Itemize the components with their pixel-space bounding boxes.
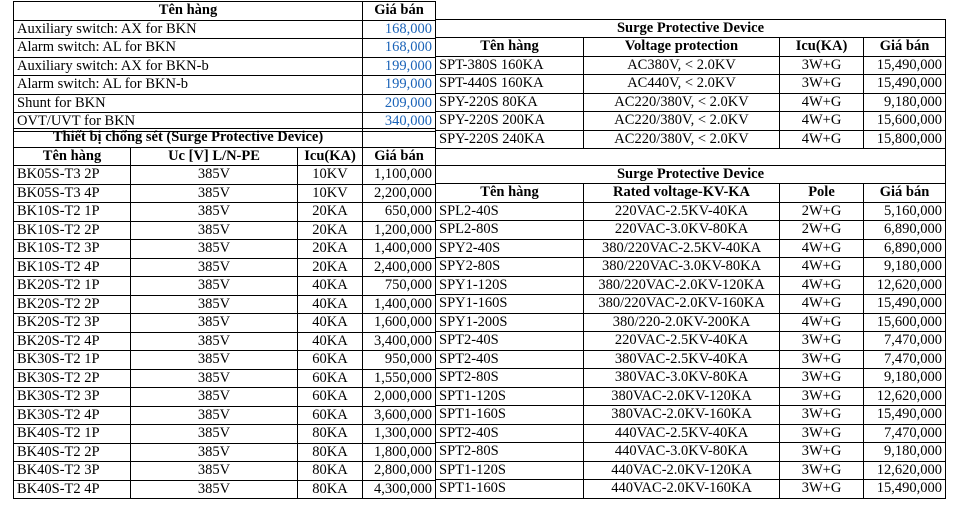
table-row: [436, 112, 946, 131]
cell-pole: 3W+G: [780, 369, 864, 388]
table-row: [436, 239, 946, 258]
cell-rated-voltage: 380VAC-2.0KV-160KA: [584, 406, 780, 425]
cell-name: SPY-220S 200KA: [436, 112, 584, 131]
col-header-rated-voltage: Rated voltage-KV-KA: [584, 184, 780, 203]
cell-icu: 10KV: [298, 166, 363, 185]
cell-rated-voltage: 440VAC-2.5KV-40KA: [584, 424, 780, 443]
cell-pole: 4W+G: [780, 258, 864, 277]
col-header-price: Giá bán: [864, 38, 946, 57]
table-row: [14, 258, 436, 277]
cell-icu: 3W+G: [780, 56, 864, 75]
cell-name: Alarm switch: AL for BKN-b: [14, 76, 363, 95]
cell-voltage: AC380V, < 2.0KV: [584, 56, 780, 75]
cell-rated-voltage: 380VAC-3.0KV-80KA: [584, 369, 780, 388]
cell-rated-voltage: 440VAC-2.0KV-120KA: [584, 461, 780, 480]
table-row: [436, 202, 946, 221]
table-row: [436, 56, 946, 75]
cell-price: 1,100,000: [363, 166, 436, 185]
cell-icu: 40KA: [298, 295, 363, 314]
cell-name: BK40S-T2 1P: [14, 425, 131, 444]
cell-price: 1,300,000: [363, 425, 436, 444]
cell-voltage: AC220/380V, < 2.0KV: [584, 130, 780, 149]
table-row: [14, 295, 436, 314]
cell-price: 2,400,000: [363, 258, 436, 277]
cell-pole: 4W+G: [780, 295, 864, 314]
cell-icu: 80KA: [298, 462, 363, 481]
cell-pole: 3W+G: [780, 387, 864, 406]
cell-price: 9,180,000: [864, 93, 946, 112]
cell-name: SPT2-40S: [436, 332, 584, 351]
spd-bottom-title: Surge Protective Device: [436, 165, 946, 184]
spd-bottom-title-row: [436, 165, 946, 184]
table-row: [14, 94, 436, 113]
spd-top-title: Surge Protective Device: [436, 19, 946, 38]
cell-rated-voltage: 380/220VAC-2.0KV-120KA: [584, 276, 780, 295]
cell-price: 1,400,000: [363, 240, 436, 259]
table-row: [14, 57, 436, 76]
cell-pole: 3W+G: [780, 461, 864, 480]
cell-name: SPT2-40S: [436, 350, 584, 369]
cell-name: SPT1-160S: [436, 406, 584, 425]
cell-uc: 385V: [131, 221, 298, 240]
cell-price: 15,490,000: [864, 295, 946, 314]
cell-price: 1,550,000: [363, 369, 436, 388]
cell-rated-voltage: 220VAC-2.5KV-40KA: [584, 332, 780, 351]
table-row: [14, 314, 436, 333]
cell-name: BK30S-T2 1P: [14, 351, 131, 370]
cell-name: BK05S-T3 4P: [14, 184, 131, 203]
col-header-voltage: Voltage protection: [584, 38, 780, 57]
cell-name: BK10S-T2 1P: [14, 203, 131, 222]
cell-price: 9,180,000: [864, 369, 946, 388]
table-row: [14, 20, 436, 39]
col-header-name: Tên hàng: [436, 184, 584, 203]
cell-price: 12,620,000: [864, 387, 946, 406]
cell-rated-voltage: 440VAC-2.0KV-160KA: [584, 480, 780, 499]
cell-name: SPY1-200S: [436, 313, 584, 332]
cell-name: SPT-440S 160KA: [436, 75, 584, 94]
cell-voltage: AC220/380V, < 2.0KV: [584, 112, 780, 131]
cell-price: 15,600,000: [864, 112, 946, 131]
cell-price: 168,000: [363, 39, 436, 58]
cell-name: BK20S-T2 3P: [14, 314, 131, 333]
cell-name: Auxiliary switch: AX for BKN: [14, 20, 363, 39]
cell-rated-voltage: 380/220VAC-3.0KV-80KA: [584, 258, 780, 277]
table-row: [436, 369, 946, 388]
spd-bk-table: [13, 128, 436, 499]
table-row: [436, 75, 946, 94]
table-row: [436, 130, 946, 149]
cell-name: OVT/UVT for BKN: [14, 113, 363, 132]
cell-name: BK20S-T2 1P: [14, 277, 131, 296]
cell-price: 1,200,000: [363, 221, 436, 240]
table-row: [14, 425, 436, 444]
cell-name: SPT1-160S: [436, 480, 584, 499]
table-row: [436, 424, 946, 443]
cell-name: BK10S-T2 2P: [14, 221, 131, 240]
cell-icu: 60KA: [298, 406, 363, 425]
cell-icu: 4W+G: [780, 93, 864, 112]
cell-icu: 20KA: [298, 221, 363, 240]
cell-icu: 3W+G: [780, 75, 864, 94]
cell-name: BK40S-T2 3P: [14, 462, 131, 481]
table-row: [436, 443, 946, 462]
cell-name: SPY-220S 80KA: [436, 93, 584, 112]
cell-rated-voltage: 440VAC-3.0KV-80KA: [584, 443, 780, 462]
cell-name: BK30S-T2 2P: [14, 369, 131, 388]
cell-uc: 385V: [131, 388, 298, 407]
table-row: [14, 166, 436, 185]
cell-price: 15,490,000: [864, 406, 946, 425]
cell-price: 1,600,000: [363, 314, 436, 333]
cell-name: BK40S-T2 2P: [14, 443, 131, 462]
table-row: [14, 462, 436, 481]
col-header-name: Tên hàng: [436, 38, 584, 57]
col-header-icu: Icu(KA): [298, 147, 363, 166]
col-header-name: Tên hàng: [14, 147, 131, 166]
col-header-price: Giá bán: [864, 184, 946, 203]
cell-icu: 20KA: [298, 203, 363, 222]
cell-icu: 20KA: [298, 258, 363, 277]
cell-uc: 385V: [131, 166, 298, 185]
cell-price: 15,600,000: [864, 313, 946, 332]
cell-icu: 4W+G: [780, 112, 864, 131]
cell-uc: 385V: [131, 203, 298, 222]
cell-uc: 385V: [131, 277, 298, 296]
cell-price: 7,470,000: [864, 350, 946, 369]
col-header-price: Giá bán: [363, 147, 436, 166]
cell-price: 209,000: [363, 94, 436, 113]
cell-icu: 80KA: [298, 425, 363, 444]
table-row: [14, 443, 436, 462]
cell-uc: 385V: [131, 314, 298, 333]
cell-pole: 3W+G: [780, 480, 864, 499]
cell-name: Alarm switch: AL for BKN: [14, 39, 363, 58]
table-row: [14, 76, 436, 95]
cell-price: 12,620,000: [864, 461, 946, 480]
cell-rated-voltage: 220VAC-3.0KV-80KA: [584, 221, 780, 240]
table-row: [436, 350, 946, 369]
cell-name: BK30S-T2 4P: [14, 406, 131, 425]
cell-pole: 4W+G: [780, 276, 864, 295]
cell-voltage: AC440V, < 2.0KV: [584, 75, 780, 94]
cell-uc: 385V: [131, 369, 298, 388]
cell-price: 15,490,000: [864, 56, 946, 75]
table-row: [436, 276, 946, 295]
spd-bk-title-row: [14, 129, 436, 148]
cell-uc: 385V: [131, 351, 298, 370]
col-header-icu: Icu(KA): [780, 38, 864, 57]
cell-voltage: AC220/380V, < 2.0KV: [584, 93, 780, 112]
accessories-header-row: [14, 2, 436, 21]
cell-name: SPY-220S 240KA: [436, 130, 584, 149]
cell-price: 950,000: [363, 351, 436, 370]
cell-price: 6,890,000: [864, 221, 946, 240]
cell-price: 5,160,000: [864, 202, 946, 221]
cell-name: BK40S-T2 4P: [14, 480, 131, 499]
cell-uc: 385V: [131, 462, 298, 481]
cell-rated-voltage: 220VAC-2.5KV-40KA: [584, 202, 780, 221]
table-row: [436, 221, 946, 240]
cell-name: SPL2-40S: [436, 202, 584, 221]
accessories-table: [13, 1, 436, 132]
cell-price: 7,470,000: [864, 332, 946, 351]
cell-uc: 385V: [131, 425, 298, 444]
table-row: [436, 406, 946, 425]
cell-uc: 385V: [131, 295, 298, 314]
cell-name: SPL2-80S: [436, 221, 584, 240]
cell-price: 12,620,000: [864, 276, 946, 295]
col-header-uc: Uc [V] L/N-PE: [131, 147, 298, 166]
table-row: [436, 295, 946, 314]
spd-bottom-spacer-row: [436, 147, 946, 165]
cell-pole: 3W+G: [780, 332, 864, 351]
spd-bottom-table: [435, 147, 946, 499]
cell-price: 15,490,000: [864, 75, 946, 94]
cell-pole: 3W+G: [780, 406, 864, 425]
table-row: [14, 406, 436, 425]
cell-name: SPT2-80S: [436, 443, 584, 462]
cell-price: 2,200,000: [363, 184, 436, 203]
col-header-name: Tên hàng: [14, 2, 363, 21]
table-row: [14, 277, 436, 296]
cell-name: SPY1-160S: [436, 295, 584, 314]
cell-price: 340,000: [363, 113, 436, 132]
cell-name: BK10S-T2 3P: [14, 240, 131, 259]
cell-icu: 80KA: [298, 443, 363, 462]
cell-name: SPT1-120S: [436, 461, 584, 480]
cell-name: SPT1-120S: [436, 387, 584, 406]
cell-name: BK10S-T2 4P: [14, 258, 131, 277]
table-row: [14, 351, 436, 370]
cell-price: 15,490,000: [864, 480, 946, 499]
cell-price: 3,400,000: [363, 332, 436, 351]
cell-pole: 2W+G: [780, 221, 864, 240]
cell-price: 168,000: [363, 20, 436, 39]
cell-price: 15,800,000: [864, 130, 946, 149]
table-row: [14, 39, 436, 58]
cell-name: BK20S-T2 4P: [14, 332, 131, 351]
table-row: [14, 332, 436, 351]
cell-name: SPY2-40S: [436, 239, 584, 258]
cell-pole: 2W+G: [780, 202, 864, 221]
cell-icu: 60KA: [298, 369, 363, 388]
cell-icu: 40KA: [298, 332, 363, 351]
spd-top-header-row: [436, 38, 946, 57]
table-row: [436, 313, 946, 332]
table-row: [14, 388, 436, 407]
cell-uc: 385V: [131, 406, 298, 425]
spd-bottom-header-row: [436, 184, 946, 203]
cell-icu: 20KA: [298, 240, 363, 259]
cell-icu: 40KA: [298, 277, 363, 296]
table-row: [436, 332, 946, 351]
spd-top-table: [435, 1, 946, 149]
cell-price: 750,000: [363, 277, 436, 296]
cell-rated-voltage: 380/220VAC-2.5KV-40KA: [584, 239, 780, 258]
table-row: [436, 387, 946, 406]
cell-uc: 385V: [131, 332, 298, 351]
cell-price: 199,000: [363, 76, 436, 95]
cell-pole: 3W+G: [780, 443, 864, 462]
cell-name: BK05S-T3 2P: [14, 166, 131, 185]
cell-uc: 385V: [131, 184, 298, 203]
cell-uc: 385V: [131, 480, 298, 499]
table-row: [14, 221, 436, 240]
cell-icu: 10KV: [298, 184, 363, 203]
cell-pole: 4W+G: [780, 239, 864, 258]
cell-rated-voltage: 380/220-2.0KV-200KA: [584, 313, 780, 332]
col-header-pole: Pole: [780, 184, 864, 203]
table-row: [436, 461, 946, 480]
cell-name: BK20S-T2 2P: [14, 295, 131, 314]
cell-icu: 4W+G: [780, 130, 864, 149]
cell-icu: 60KA: [298, 388, 363, 407]
cell-uc: 385V: [131, 443, 298, 462]
table-row: [14, 240, 436, 259]
cell-name: Auxiliary switch: AX for BKN-b: [14, 57, 363, 76]
cell-name: BK30S-T2 3P: [14, 388, 131, 407]
cell-uc: 385V: [131, 240, 298, 259]
cell-price: 3,600,000: [363, 406, 436, 425]
cell-price: 6,890,000: [864, 239, 946, 258]
cell-rated-voltage: 380VAC-2.0KV-120KA: [584, 387, 780, 406]
cell-name: SPT2-80S: [436, 369, 584, 388]
table-row: [14, 480, 436, 499]
cell-price: 199,000: [363, 57, 436, 76]
cell-pole: 4W+G: [780, 313, 864, 332]
cell-rated-voltage: 380/220VAC-2.0KV-160KA: [584, 295, 780, 314]
cell-name: SPY2-80S: [436, 258, 584, 277]
table-row: [14, 369, 436, 388]
cell-price: 7,470,000: [864, 424, 946, 443]
spd-bk-title: Thiết bị chống sét (Surge Protective Device): [14, 129, 363, 148]
cell-pole: 3W+G: [780, 424, 864, 443]
cell-price: 650,000: [363, 203, 436, 222]
cell-price: 1,800,000: [363, 443, 436, 462]
table-row: [14, 203, 436, 222]
cell-icu: 60KA: [298, 351, 363, 370]
spd-top-spacer-row: [436, 1, 946, 19]
cell-icu: 80KA: [298, 480, 363, 499]
table-row: [436, 480, 946, 499]
col-header-price: Giá bán: [363, 2, 436, 21]
table-row: [436, 258, 946, 277]
cell-price: 9,180,000: [864, 443, 946, 462]
cell-price: 4,300,000: [363, 480, 436, 499]
cell-pole: 3W+G: [780, 350, 864, 369]
cell-name: SPY1-120S: [436, 276, 584, 295]
spd-bk-header-row: [14, 147, 436, 166]
table-row: [14, 184, 436, 203]
cell-price: 2,800,000: [363, 462, 436, 481]
cell-uc: 385V: [131, 258, 298, 277]
spd-top-title-row: [436, 19, 946, 38]
table-row: [436, 93, 946, 112]
cell-rated-voltage: 380VAC-2.5KV-40KA: [584, 350, 780, 369]
cell-name: Shunt for BKN: [14, 94, 363, 113]
cell-price: 2,000,000: [363, 388, 436, 407]
cell-name: SPT2-40S: [436, 424, 584, 443]
cell-name: SPT-380S 160KA: [436, 56, 584, 75]
cell-icu: 40KA: [298, 314, 363, 333]
cell-price: 9,180,000: [864, 258, 946, 277]
cell-price: 1,400,000: [363, 295, 436, 314]
